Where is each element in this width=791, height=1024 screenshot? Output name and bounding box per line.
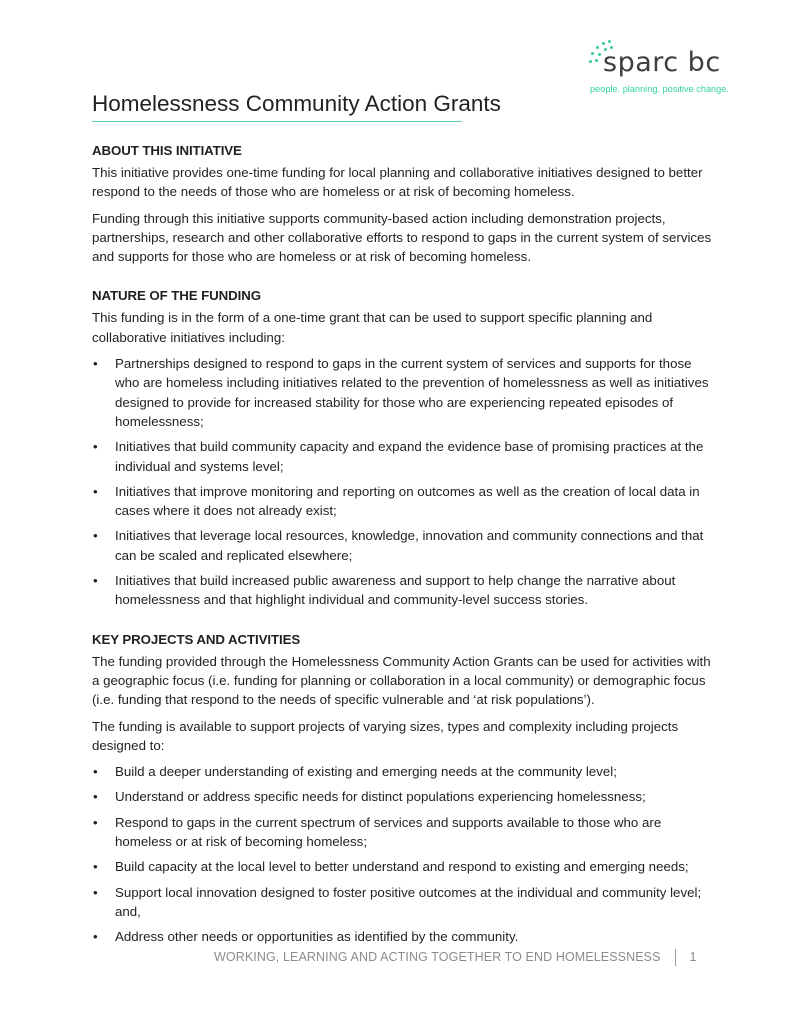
- bullet-list: [92, 354, 712, 610]
- paragraph: This initiative provides one-time funding for local planning and collaborative initiatives designed to better respond to the needs of those who are homeless or at risk of becoming homeless.: [92, 165, 703, 200]
- document-body: [92, 141, 712, 967]
- list-item: [92, 813, 712, 852]
- section-heading: NATURE OF THE FUNDING: [92, 288, 262, 304]
- list-item-text: Partnerships designed to respond to gaps in the current system of services and supports for those who are homeless including initiatives related to the prevention of homelessness as well as initiatives designed to provide for increased stability for those who are experiencing repeated episodes of homelessness;: [115, 356, 709, 429]
- bullet-icon: •: [93, 356, 98, 372]
- logo-wordmark: sparc bc: [603, 47, 721, 78]
- list-item-text: Respond to gaps in the current spectrum of services and supports available to those who are homeless or at risk of becoming homeless;: [115, 814, 662, 850]
- list-item-text: Understand or address specific needs for distinct populations experiencing homelessness;: [115, 789, 646, 805]
- section-about: [92, 141, 712, 266]
- list-item-text: Build a deeper understanding of existing and emerging needs at the community level;: [115, 764, 617, 780]
- list-item: [92, 482, 712, 521]
- list-item: [92, 571, 712, 610]
- list-item: [92, 762, 712, 781]
- bullet-icon: •: [93, 859, 98, 875]
- paragraph: Funding through this initiative supports community-based action including demonstration projects, partnerships, research and other collaborative efforts to respond to gaps in the current system of services and supports for those who are homeless or at risk of becoming homeless.: [92, 210, 712, 265]
- bullet-icon: •: [93, 929, 98, 945]
- list-item: [92, 857, 712, 876]
- sparc-bc-logo: [588, 40, 738, 100]
- list-item-text: Build capacity at the local level to better understand and respond to existing and emerging needs;: [115, 859, 689, 875]
- title-underline: [92, 121, 462, 122]
- list-item: [92, 437, 712, 476]
- section-heading: KEY PROJECTS AND ACTIVITIES: [92, 631, 301, 647]
- bullet-icon: •: [93, 528, 98, 544]
- list-item: [92, 883, 712, 922]
- bullet-icon: •: [93, 439, 98, 455]
- page-number: 1: [689, 949, 697, 964]
- paragraph: The funding is available to support projects of varying sizes, types and complexity including projects designed to:: [92, 718, 679, 753]
- list-item-text: Initiatives that build community capacity and expand the evidence base of promising practices at the individual and systems level;: [115, 439, 704, 474]
- paragraph: The funding provided through the Homelessness Community Action Grants can be used for activities with a geographic focus (i.e. funding for planning or collaboration in a local community) or demographic focus (i.e. funding that respond to the needs of specific vulnerable and ‘at risk populations’).: [92, 653, 711, 708]
- page-footer: [214, 949, 697, 966]
- footer-divider: [675, 949, 676, 966]
- bullet-list: [92, 762, 712, 946]
- list-item-text: Support local innovation designed to foster positive outcomes at the individual and community level; and,: [115, 884, 702, 919]
- logo-tagline: people. planning. positive change.: [590, 84, 729, 94]
- section-heading: ABOUT THIS INITIATIVE: [92, 143, 242, 158]
- list-item-text: Initiatives that improve monitoring and reporting on outcomes as well as the creation of local data in cases where it does not already exist;: [115, 483, 700, 519]
- bullet-icon: •: [93, 573, 98, 589]
- bullet-icon: •: [93, 814, 98, 830]
- bullet-icon: •: [93, 884, 98, 900]
- footer-tagline: WORKING, LEARNING AND ACTING TOGETHER TO END HOMELESSNESS: [214, 949, 661, 964]
- list-item: [92, 526, 712, 565]
- list-item-text: Initiatives that leverage local resources, knowledge, innovation and community connections and that can be scaled and replicated elsewhere;: [115, 528, 704, 563]
- paragraph: This funding is in the form of a one-time grant that can be used to support specific planning and collaborative initiatives including:: [92, 310, 653, 345]
- bullet-icon: •: [93, 764, 98, 780]
- section-key-projects: [92, 630, 712, 947]
- list-item-text: Initiatives that build increased public awareness and support to help change the narrative about homelessness and that highlight individual and community-level success stories.: [115, 573, 676, 608]
- page-title: Homelessness Community Action Grants: [92, 91, 501, 116]
- list-item: [92, 354, 712, 431]
- section-nature-of-funding: [92, 286, 712, 609]
- list-item: [92, 927, 712, 946]
- list-item: [92, 787, 712, 806]
- bullet-icon: •: [93, 483, 98, 499]
- list-item-text: Address other needs or opportunities as identified by the community.: [115, 929, 519, 945]
- bullet-icon: •: [93, 789, 98, 805]
